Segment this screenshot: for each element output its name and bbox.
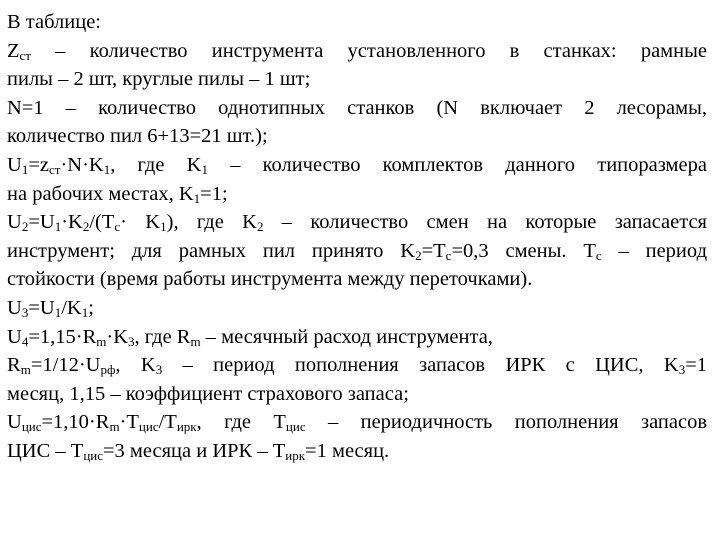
formula-part: · K	[120, 211, 161, 234]
subscript: 1	[160, 219, 167, 235]
formula-part: =1	[685, 354, 707, 377]
formula-part: ·T	[119, 411, 139, 434]
formula-part: =1;	[200, 182, 228, 205]
text-line-8	[7, 208, 707, 237]
subscript: 4	[21, 333, 29, 349]
formula-part: ), где K	[166, 211, 257, 234]
line-text: N=1 – количество однотипных станков (N включает 2 лесорамы,	[7, 96, 707, 119]
subscript: рф	[100, 362, 116, 378]
subscript: m	[20, 362, 31, 378]
subscript: ст	[48, 161, 61, 177]
line-text: стойкости (время работы инструмента между переточками).	[7, 268, 533, 291]
formula-part: ;	[88, 296, 94, 319]
formula-part: =T	[421, 239, 446, 262]
formula-part: , где R	[134, 325, 191, 348]
subscript: цис	[138, 419, 159, 435]
subscript: 1	[54, 219, 62, 235]
formula-part: =U	[28, 211, 55, 234]
text-line-4	[7, 94, 707, 123]
formula-part: ·K	[61, 211, 83, 234]
formula-part: =z	[28, 153, 49, 176]
text-line-11	[7, 294, 707, 323]
formula-part: =U	[28, 296, 55, 319]
subscript: c	[114, 219, 121, 235]
formula-part: ·K	[106, 325, 129, 348]
formula-part: =0,3 смены. T	[451, 239, 596, 262]
line-text: – месячный расход инструмента,	[200, 325, 493, 348]
subscript: 3	[21, 304, 29, 320]
subscript: 1	[21, 161, 29, 177]
subscript: цис	[83, 447, 103, 463]
subscript: 1	[103, 161, 111, 177]
line-text: на рабочих местах, K	[7, 182, 194, 205]
subscript: 2	[21, 219, 29, 235]
formula-part: U	[7, 411, 22, 434]
heading-text: В таблице:	[7, 11, 101, 33]
text-line-14	[7, 380, 707, 409]
subscript: 3	[678, 362, 686, 378]
subscript: 1	[193, 190, 201, 206]
subscript: 3	[155, 362, 163, 378]
subscript: m	[109, 419, 120, 435]
subscript: 2	[82, 219, 90, 235]
text-line-6	[7, 151, 707, 180]
line-text: – количество смен на которые запасается	[263, 211, 707, 234]
text-line-10	[7, 265, 707, 294]
text-line-13	[7, 351, 707, 380]
text-line-7	[7, 180, 707, 209]
subscript: c	[445, 247, 452, 263]
line-text: – периодичность пополнения запасов	[305, 411, 707, 434]
subscript: 1	[54, 304, 62, 320]
line-text: – количество комплектов данного типоразмера	[207, 153, 707, 176]
document-body	[7, 8, 707, 466]
formula-part: U	[7, 153, 22, 176]
subscript: 3	[128, 333, 135, 349]
formula-part: /T	[158, 411, 177, 434]
text-line-1	[7, 8, 707, 37]
text-line-2	[7, 37, 707, 66]
line-text: инструмент; для рамных пил принято K	[7, 239, 416, 262]
subscript: m	[190, 333, 201, 349]
text-line-16	[7, 437, 707, 466]
line-text: – период	[601, 239, 707, 262]
subscript: c	[595, 247, 602, 263]
formula-part: /(T	[89, 211, 115, 234]
formula-part: =1,10·R	[41, 411, 110, 434]
line-text: – период пополнения запасов ИРК с ЦИС, K	[162, 354, 679, 377]
subscript: 1	[81, 304, 89, 320]
text-line-9	[7, 237, 707, 266]
formula-part: U	[7, 296, 22, 319]
text-line-15	[7, 408, 707, 437]
subscript: 1	[201, 161, 208, 177]
subscript: ирк	[285, 447, 306, 463]
subscript: цис	[285, 419, 306, 435]
subscript: 2	[256, 219, 264, 235]
formula-part: , где K	[110, 153, 202, 176]
line-text: =1 месяц.	[305, 439, 390, 462]
formula-part: =1/12·U	[30, 354, 101, 377]
text-line-5	[7, 122, 707, 151]
line-text: пилы – 2 шт, круглые пилы – 1 шт;	[7, 68, 311, 91]
line-text: ЦИС – T	[7, 439, 84, 462]
subscript: ирк	[176, 419, 197, 435]
formula-part: ·N·K	[60, 153, 104, 176]
text-line-3	[7, 65, 707, 94]
formula-part: R	[7, 354, 21, 377]
line-text: количество пил 6+13=21 шт.);	[7, 125, 268, 148]
subscript: цис	[21, 419, 42, 435]
subscript: 2	[415, 247, 422, 263]
text-line-12	[7, 323, 707, 352]
formula-part: /K	[61, 296, 82, 319]
subscript: ст	[19, 47, 31, 63]
line-text: – количество инструмента установленного в станках: рамные	[30, 39, 707, 62]
formula-part: U	[7, 325, 22, 348]
formula-part: , где T	[196, 411, 286, 434]
line-text: месяц, 1,15 – коэффициент страхового запаса;	[7, 382, 409, 405]
subscript: m	[96, 333, 107, 349]
symbol-z: Z	[7, 39, 20, 62]
formula-part: U	[7, 211, 22, 234]
formula-part: , K	[115, 354, 156, 377]
line-text: =3 месяца и ИРК – T	[103, 439, 286, 462]
formula-part: =1,15·R	[28, 325, 97, 348]
